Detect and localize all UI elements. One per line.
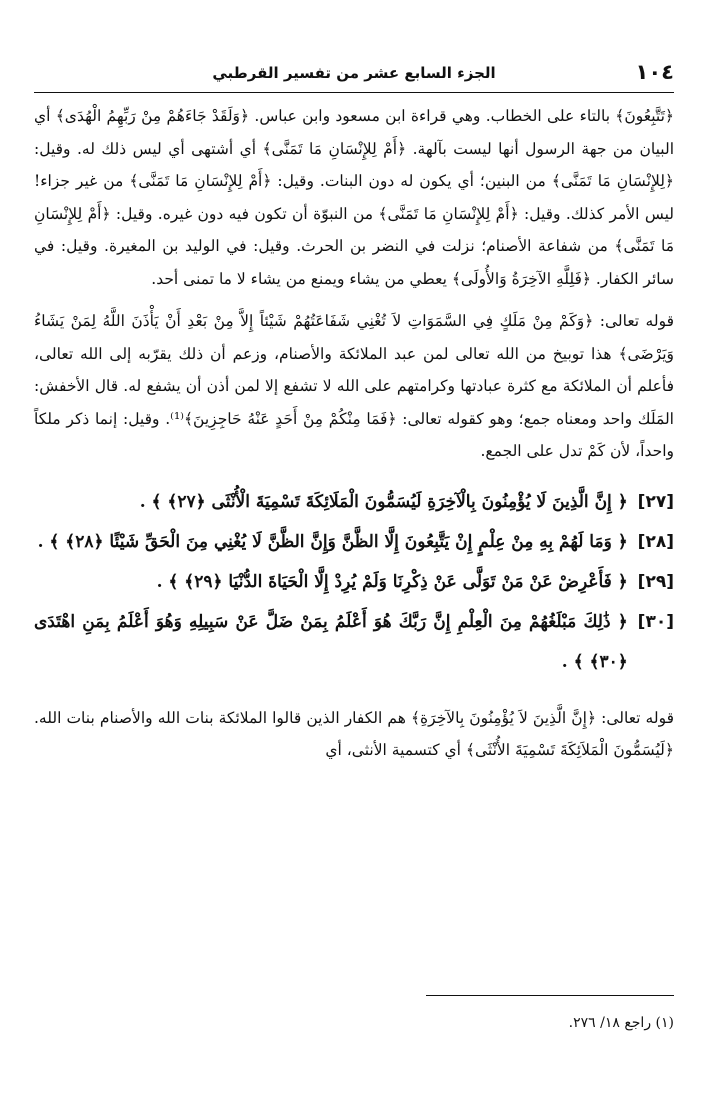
footnote-divider xyxy=(426,995,674,996)
commentary-paragraph-2: قوله تعالى: ﴿وَكَمْ مِنْ مَلَكٍ فِي السَّمَوَاتِ لاَ تُغْنِي شَفَاعَتُهُمْ شَيْئاً إِلاَّ مِنْ بَعْدِ أَنْ يَأْذَنَ اللَّهُ لِمَنْ يَشَاءُ وَيَرْضَى﴾ هذا توبيخ من الله تعالى لمن عبد الملائكة والأصنام، وزعم أن ذلك يقرّبه إلى الله تعالى، فأعلم أن الملائكة مع كثرة عبادتها وكرامتهم على الله لا تشفع إلا لمن أذن أن يشفع له. قال الأخفش: المَلَك واحد ومعناه جمع؛ وهو كقوله تعالى: ﴿فَمَا مِنْكُمْ مِنْ أَحَدٍ عَنْهُ حَاجِزِينَ﴾⁽¹⁾. وقيل: إنما ذكر ملكاً واحداً، لأن كَمْ تدل على الجمع. xyxy=(34,312,674,460)
page-header xyxy=(34,58,674,88)
commentary-paragraph-1: ﴿تَتَّبِعُونَ﴾ بالتاء على الخطاب. وهي قراءة ابن مسعود وابن عباس. ﴿وَلَقَدْ جَاءَهُمْ مِنْ رَبِّهِمُ الْهُدَى﴾ أي البيان من جهة الرسول أنها ليست بآلهة. ﴿أَمْ لِلإِنْسَانِ مَا تَمَنَّى﴾ أي أشتهى أي ليس ذلك له. وقيل: ﴿لِلإِنْسَانِ مَا تَمَنَّى﴾ من البنين؛ أي يكون له دون البنات. وقيل: ﴿أَمْ لِلإِنْسَانِ مَا تَمَنَّى﴾ من غير جزاء! ليس الأمر كذلك. وقيل: ﴿أَمْ لِلإِنْسَانِ مَا تَمَنَّى﴾ من النبوّة أن تكون فيه دون غيره. وقيل: ﴿أَمْ لِلإِنْسَانِ مَا تَمَنَّى﴾ من شفاعة الأصنام؛ نزلت في النضر بن الحرث. وقيل: في الوليد بن المغيرة. وقيل: في سائر الكفار. ﴿فَلِلَّهِ الآخِرَةُ وَالأُولَى﴾ يعطي من يشاء ويمنع من يشاء لا ما تمنى أحد. xyxy=(34,107,674,288)
main-text xyxy=(34,100,674,767)
verse-text: ﴿ وَمَا لَهُمْ بِهِ مِنْ عِلْمٍ إِنْ يَتَّبِعُونَ إِلَّا الظَّنَّ وَإِنَّ الظَّنَّ لَا يُغْنِي مِنَ الْحَقِّ شَيْئًا ﴿٢٨﴾ ﴾ . xyxy=(37,531,628,552)
verse-number: [٣٠] xyxy=(637,611,674,632)
verse-27 xyxy=(34,482,674,522)
verse-28 xyxy=(34,522,674,562)
page-number: ١٠٤ xyxy=(635,60,674,84)
verse-text: ﴿ إِنَّ الَّذِينَ لَا يُؤْمِنُونَ بِالْآخِرَةِ لَيُسَمُّونَ الْمَلَائِكَةَ تَسْمِيَةَ الْأُنْثَى ﴿٢٧﴾ ﴾ . xyxy=(139,491,628,512)
verse-30 xyxy=(34,602,674,682)
quran-verses xyxy=(34,482,674,682)
verse-29 xyxy=(34,562,674,602)
verse-number: [٢٨] xyxy=(637,531,674,552)
verse-text: ﴿ فَأَعْرِضْ عَنْ مَنْ تَوَلَّى عَنْ ذِكْرِنَا وَلَمْ يُرِدْ إِلَّا الْحَيَاةَ الدُّنْيَا ﴿٢٩﴾ ﴾ . xyxy=(156,571,628,592)
footnote: (١) راجع ١٨/ ٢٧٦. xyxy=(568,1015,674,1031)
header-divider xyxy=(34,92,674,93)
commentary-paragraph-3: قوله تعالى: ﴿إِنَّ الَّذِينَ لاَ يُؤْمِنُونَ بِالآخِرَةِ﴾ هم الكفار الذين قالوا الملائكة بنات الله والأصنام بنات الله. ﴿لَيُسَمُّونَ الْمَلاَئِكَةَ تَسْمِيَةَ الأُنْثَى﴾ أي كتسمية الأنثى، أي xyxy=(34,708,674,759)
verse-number: [٢٧] xyxy=(637,491,674,512)
verse-number: [٢٩] xyxy=(637,571,674,592)
running-title: الجزء السابع عشر من تفسير القرطبي xyxy=(212,64,496,82)
verse-text: ﴿ ذَٰلِكَ مَبْلَغُهُمْ مِنَ الْعِلْمِ إِنَّ رَبَّكَ هُوَ أَعْلَمُ بِمَنْ ضَلَّ عَنْ سَبِيلِهِ وَهُوَ أَعْلَمُ بِمَنِ اهْتَدَى ﴿٣٠﴾ ﴾ . xyxy=(34,611,628,672)
